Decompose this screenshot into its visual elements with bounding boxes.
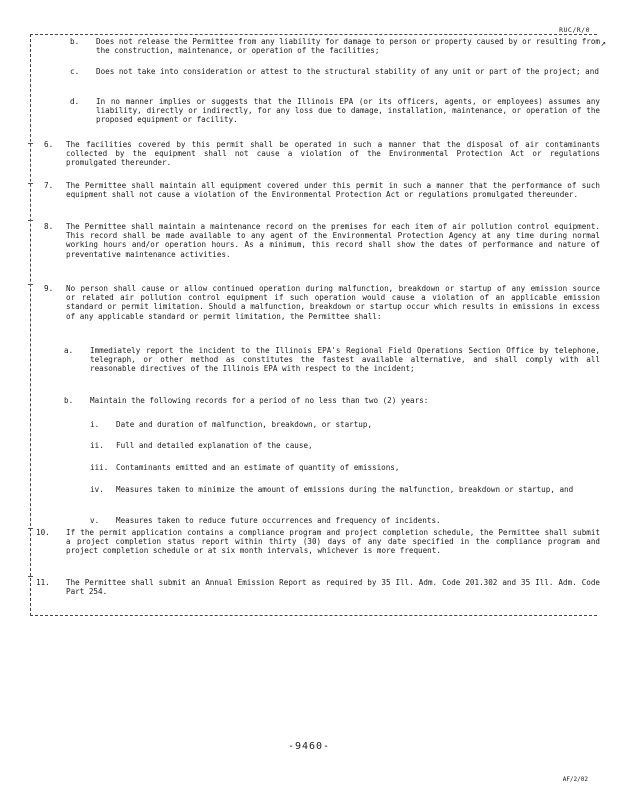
item-text: The Permittee shall submit an Annual Emission Report as required by 35 Ill. Adm. Code 201.302 and 35 Ill. Adm. Code Part 254. bbox=[66, 578, 600, 597]
item-text: If the permit application contains a compliance program and project completion schedule, the Permittee shall submit a project completion status report within thirty (30) days of any date specified in the compliance program and project completion schedule or at six month intervals, whichever is more frequent. bbox=[66, 528, 600, 556]
corner-mark: ↗ bbox=[600, 39, 606, 49]
item-text: The Permittee shall maintain a maintenance record on the premises for each item of air pollution control equipment. This record shall be made available to any agent of the Environmental Protection Agency at any time during normal working hours and/or operation hours. As a minimum, this record shall show the dates of performance and nature of preventative maintenance activities. bbox=[66, 222, 600, 259]
item-number: a. bbox=[64, 346, 74, 355]
margin-tick bbox=[28, 576, 33, 577]
item-number: 8. bbox=[44, 222, 54, 231]
item-text: Does not release the Permittee from any liability for damage to person or property caused by or resulting from the construction, maintenance, or operation of the facilities; bbox=[96, 37, 600, 56]
item-text: Contaminants emitted and an estimate of quantity of emissions, bbox=[116, 463, 400, 472]
item-text: Measures taken to reduce future occurrences and frequency of incidents. bbox=[116, 516, 441, 525]
item-number: 6. bbox=[44, 140, 54, 149]
item-text: Date and duration of malfunction, breakdown, or startup, bbox=[116, 420, 373, 429]
item-text: Immediately report the incident to the Illinois EPA's Regional Field Operations Section Office by telephone, telegraph, or other method as constitutes the fastest available alternative, and shall comply with all reasonable directives of the Illinois EPA with respect to the incident; bbox=[90, 346, 600, 374]
item-text: Does not take into consideration or attest to the structural stability of any unit or part of the project; and bbox=[96, 67, 599, 76]
item-number: d. bbox=[70, 97, 80, 106]
margin-tick bbox=[28, 220, 33, 221]
item-number: iii. bbox=[90, 463, 109, 472]
item-number: ii. bbox=[90, 441, 104, 450]
item-number: 11. bbox=[36, 578, 50, 587]
item-number: 9. bbox=[44, 284, 54, 293]
item-number: i. bbox=[90, 420, 100, 429]
item-number: 7. bbox=[44, 181, 54, 190]
item-number: v. bbox=[90, 516, 100, 525]
item-number: b. bbox=[70, 37, 80, 46]
item-text: Maintain the following records for a period of no less than two (2) years: bbox=[90, 396, 429, 405]
margin-tick bbox=[28, 284, 33, 285]
item-number: 10. bbox=[36, 528, 50, 537]
page-number: -9460- bbox=[287, 741, 331, 752]
item-number: iv. bbox=[90, 485, 104, 494]
item-text: In no manner implies or suggests that the Illinois EPA (or its officers, agents, or employees) assumes any liability, directly or indirectly, for any loss due to damage, installation, maintenance, or operation of the proposed equipment or facility. bbox=[96, 97, 600, 125]
margin-tick bbox=[28, 183, 33, 184]
margin-tick bbox=[28, 528, 33, 529]
item-text: No person shall cause or allow continued operation during malfunction, breakdown or startup of any emission source or related air pollution control equipment if such operation would cause a violation of an applicable emission standard or permit limitation. Should a malfunction, breakdown or startup occur which results in emissions in excess of any applicable standard or permit limitation, the Permittee shall: bbox=[66, 284, 600, 321]
item-text: Measures taken to minimize the amount of emissions during the malfunction, breakdown or startup, and bbox=[116, 485, 574, 494]
item-number: b. bbox=[64, 396, 74, 405]
item-number: c. bbox=[70, 67, 80, 76]
form-code: AF/2/02 bbox=[562, 776, 588, 783]
margin-tick bbox=[28, 143, 33, 144]
header-reference: RUC/R/0 bbox=[559, 26, 590, 34]
item-text: The facilities covered by this permit shall be operated in such a manner that the disposal of air contaminants collected by the equipment shall not cause a violation of the Environmental Protection Act or regulations promulgated thereunder. bbox=[66, 140, 600, 168]
item-text: The Permittee shall maintain all equipment covered under this permit in such a manner that the performance of such equipment shall not cause a violation of the Environmental Protection Act or regulations promulgated thereunder. bbox=[66, 181, 600, 200]
item-text: Full and detailed explanation of the cause, bbox=[116, 441, 313, 450]
